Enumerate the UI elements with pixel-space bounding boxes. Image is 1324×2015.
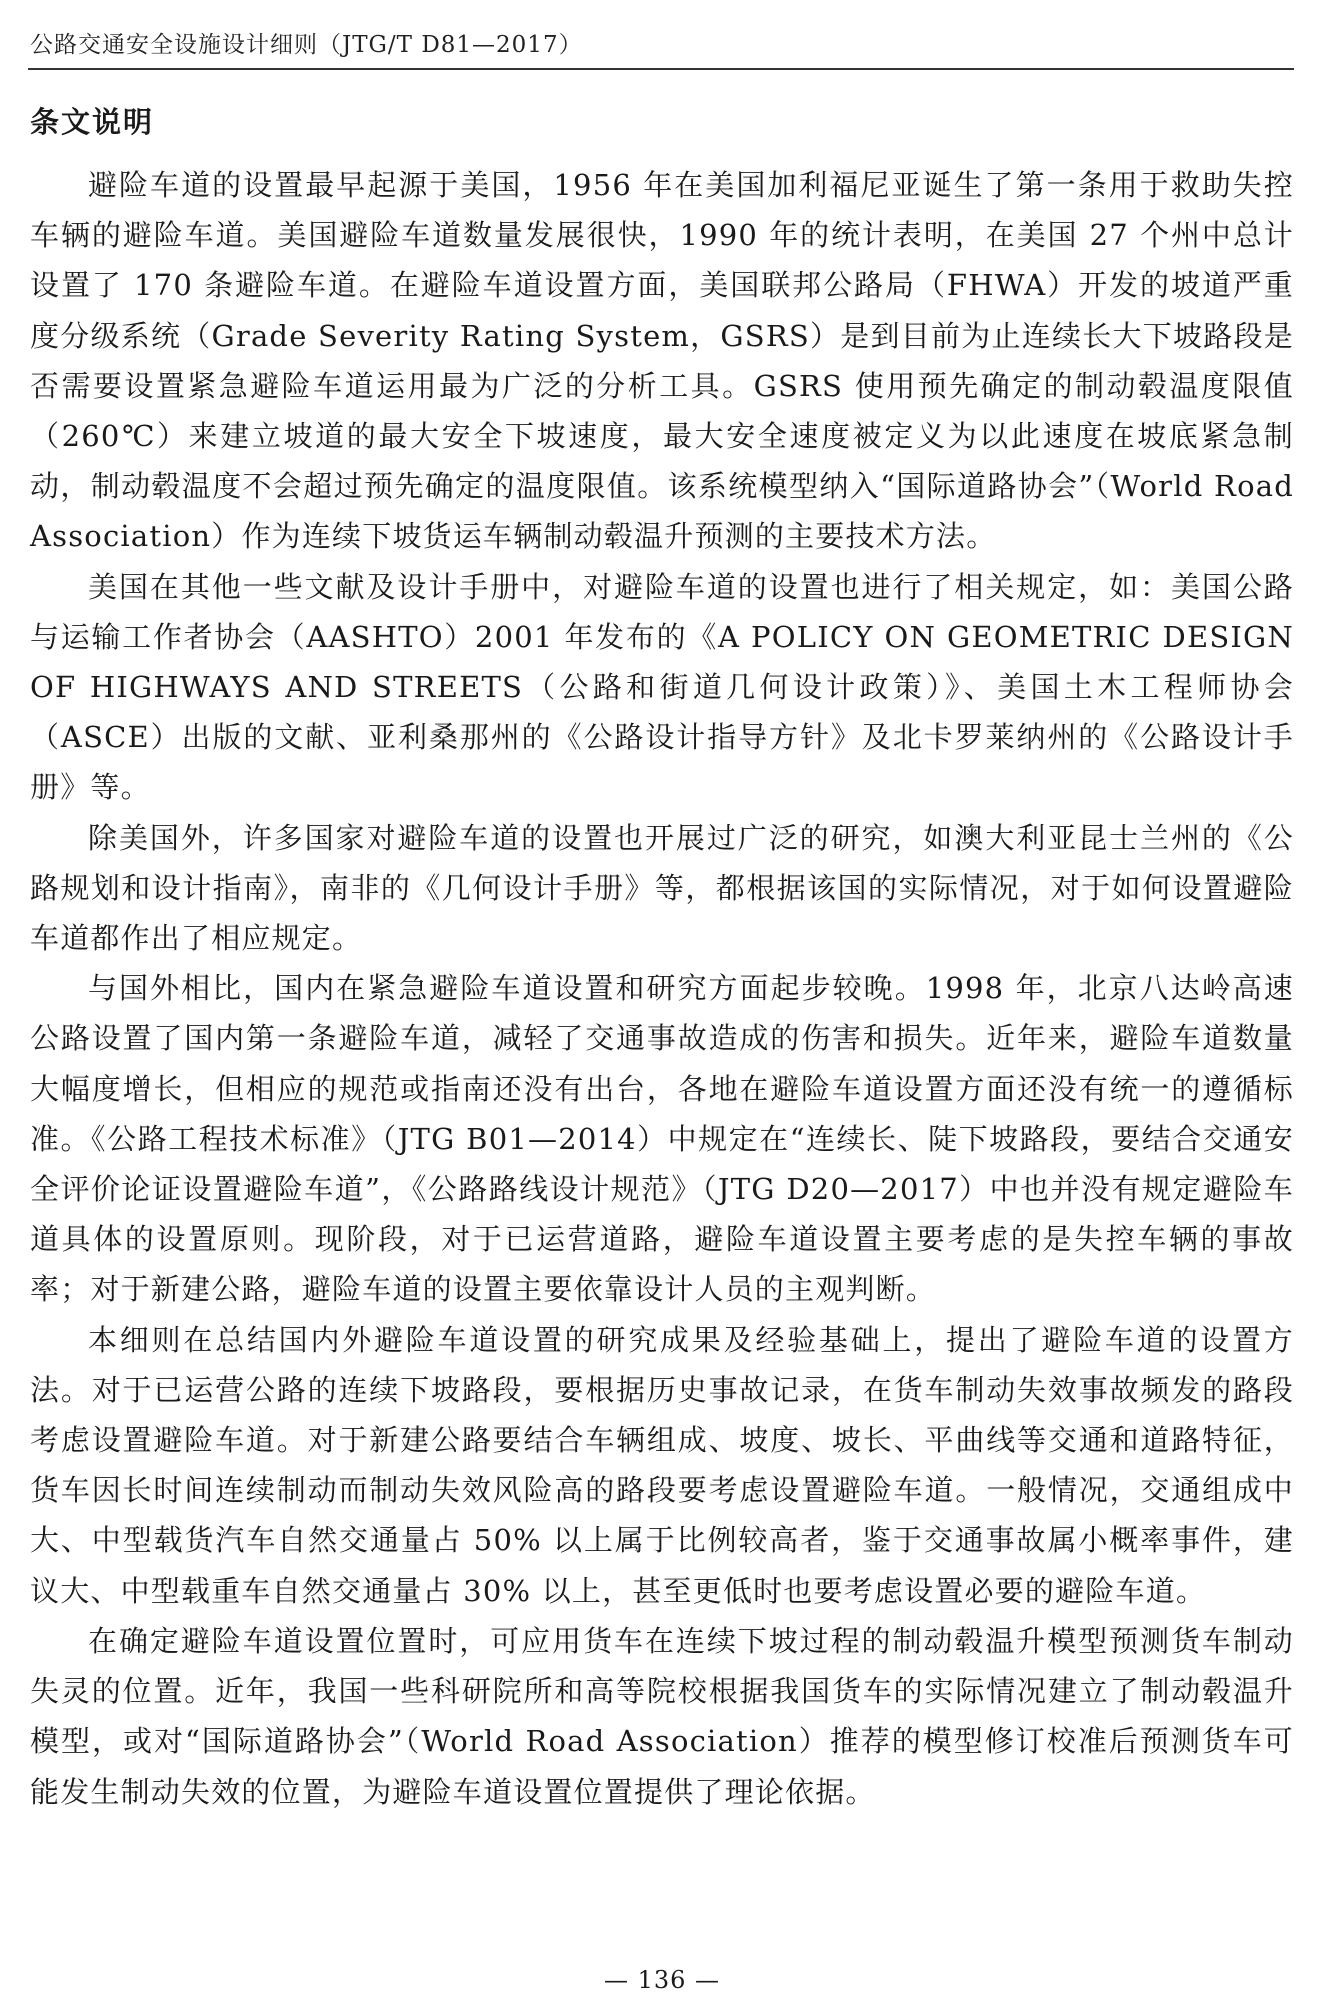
paragraph-4: 与国外相比，国内在紧急避险车道设置和研究方面起步较晚。1998 年，北京八达岭高速公路设置了国内第一条避险车道，减轻了交通事故造成的伤害和损失。近年来，避险车道数量大幅度增长，但相应的规范或指南还没有出台，各地在避险车道设置方面还没有统一的遵循标准。《公路工程技术标准》（JTG B01—2014）中规定在“连续长、陡下坡路段，要结合交通安全评价论证设置避险车道”，《公路路线设计规范》（JTG D20—2017）中也并没有规定避险车道具体的设置原则。现阶段，对于已运营道路，避险车道设置主要考虑的是失控车辆的事故率；对于新建公路，避险车道的设置主要依靠设计人员的主观判断。 <box>30 971 1294 1307</box>
paragraph-5: 本细则在总结国内外避险车道设置的研究成果及经验基础上，提出了避险车道的设置方法。对于已运营公路的连续下坡路段，要根据历史事故记录，在货车制动失效事故频发的路段考虑设置避险车道。对于新建公路要结合车辆组成、坡度、坡长、平曲线等交通和道路特征，货车因长时间连续制动而制动失效风险高的路段要考虑设置避险车道。一般情况，交通组成中大、中型载货汽车自然交通量占 50% 以上属于比例较高者，鉴于交通事故属小概率事件，建议大、中型载重车自然交通量占 30% 以上，甚至更低时也要考虑设置必要的避险车道。 <box>30 1322 1294 1608</box>
paragraph-3: 除美国外，许多国家对避险车道的设置也开展过广泛的研究，如澳大利亚昆士兰州的《公路规划和设计指南》，南非的《几何设计手册》等，都根据该国的实际情况，对于如何设置避险车道都作出了相应规定。 <box>30 820 1294 956</box>
page-number: — 136 — <box>603 1966 721 1994</box>
section-title: 条文说明 <box>30 105 155 139</box>
header-rule <box>28 68 1294 70</box>
body-text <box>30 160 1294 1817</box>
running-header: 公路交通安全设施设计细则（JTG/T D81—2017） <box>30 32 583 58</box>
paragraph-2: 美国在其他一些文献及设计手册中，对避险车道的设置也进行了相关规定，如：美国公路与运输工作者协会（AASHTO）2001 年发布的《A POLICY ON GEOMETRIC DESIGN OF HIGHWAYS AND STREETS（公路和街道几何设计政策）》、美国土木工程师协会（ASCE）出版的文献、亚利桑那州的《公路设计指导方针》及北卡罗莱纳州的《公路设计手册》等。 <box>30 569 1294 805</box>
paragraph-1: 避险车道的设置最早起源于美国，1956 年在美国加利福尼亚诞生了第一条用于救助失控车辆的避险车道。美国避险车道数量发展很快，1990 年的统计表明，在美国 27 个州中总计设置了 170 条避险车道。在避险车道设置方面，美国联邦公路局（FHWA）开发的坡道严重度分级系统（Grade Severity Rating System，GSRS）是到目前为止连续长大下坡路段是否需要设置紧急避险车道运用最为广泛的分析工具。GSRS 使用预先确定的制动毂温度限值（260℃）来建立坡道的最大安全下坡速度，最大安全速度被定义为以此速度在坡底紧急制动，制动毂温度不会超过预先确定的温度限值。该系统模型纳入“国际道路协会”（World Road Association）作为连续下坡货运车辆制动毂温升预测的主要技术方法。 <box>30 168 1294 554</box>
paragraph-6: 在确定避险车道设置位置时，可应用货车在连续下坡过程的制动毂温升模型预测货车制动失灵的位置。近年，我国一些科研院所和高等院校根据我国货车的实际情况建立了制动毂温升模型，或对“国际道路协会”（World Road Association）推荐的模型修订校准后预测货车可能发生制动失效的位置，为避险车道设置位置提供了理论依据。 <box>30 1623 1294 1809</box>
